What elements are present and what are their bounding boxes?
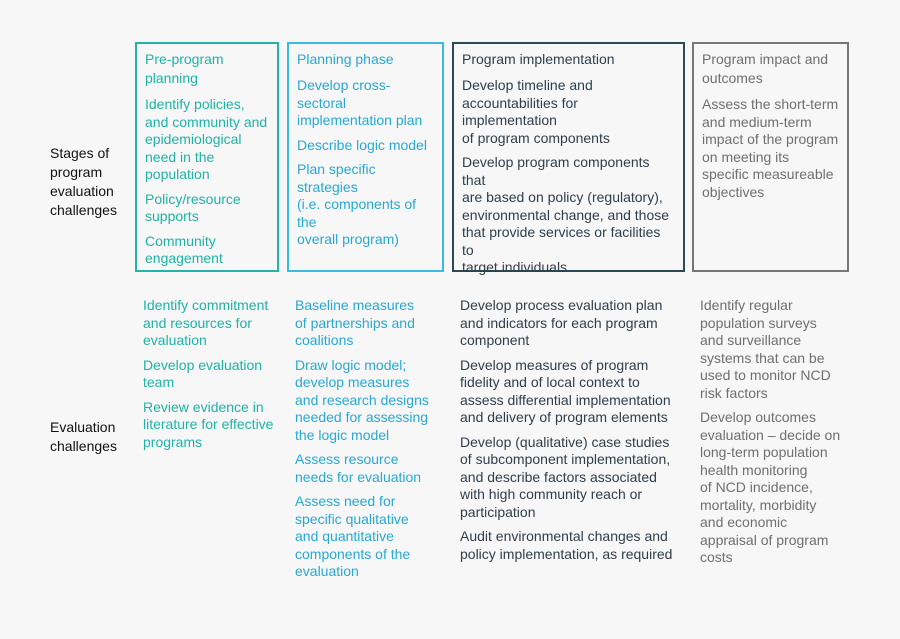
stage-item: Develop timeline and accountabilities for implementation of program components (462, 77, 610, 146)
stages-row-label: Stages of program evaluation challenges (50, 145, 117, 218)
evaluation-item: Develop measures of program fidelity and of local context to assess differential implementation and delivery of program elements (460, 356, 671, 425)
stage-item: Describe logic model (297, 136, 427, 153)
stage-title: Pre-program planning (145, 51, 224, 86)
evaluation-item: Draw logic model; develop measures and research designs needed for assessing the logic model (295, 356, 429, 443)
stage-item: Plan specific strategies (i.e. components of the overall program) (297, 161, 417, 247)
stage-item: Identify policies, and community and epidemiological need in the population (145, 96, 268, 182)
stage-item: Assess the short-term and medium-term impact of the program on meeting its specific measureable objectives (702, 96, 839, 200)
evaluation-item: Assess need for specific qualitative and quantitative components of the evaluation (295, 493, 411, 579)
evaluation-col-pre-program (135, 297, 285, 458)
evaluation-item: Audit environmental changes and policy implementation, as required (460, 528, 673, 562)
stage-item: Policy/resource supports (145, 190, 241, 224)
evaluation-item: Baseline measures of partnerships and coalitions (295, 297, 415, 348)
stage-item: Develop program components that are based on policy (regulatory), environmental change, and those that provide services or facilities to target individuals (462, 154, 670, 275)
evaluation-item: Develop (qualitative) case studies of subcomponent implementation, and describe factors associated with high community reach or participation (460, 433, 671, 520)
evaluation-item: Develop evaluation team (143, 356, 263, 390)
evaluation-item: Develop outcomes evaluation – decide on long-term population health monitoring of NCD incidence, mortality, morbidity and economic appraisal of program costs (700, 409, 841, 565)
evaluation-col-impact (692, 297, 862, 574)
stage-title: Program impact and outcomes (702, 51, 829, 86)
evaluation-col-planning (287, 297, 447, 588)
evaluation-item: Develop process evaluation plan and indicators for each program component (460, 297, 663, 348)
evaluation-item: Assess resource needs for evaluation (295, 451, 422, 485)
stage-box-implementation (452, 42, 685, 275)
stage-item: Develop cross-sectoral implementation plan (297, 77, 423, 128)
stage-box-pre-program (135, 42, 279, 272)
stage-title: Program implementation (462, 51, 615, 67)
evaluation-item: Review evidence in literature for effective programs (143, 398, 274, 450)
stage-box-impact (692, 42, 849, 272)
evaluation-col-implementation (452, 297, 688, 570)
stage-item: Community engagement (145, 232, 223, 266)
stage-box-planning (287, 42, 444, 272)
evaluation-item: Identify commitment and resources for evaluation (143, 297, 269, 348)
evaluation-row-label: Evaluation challenges (50, 419, 117, 454)
stage-title: Planning phase (297, 51, 394, 67)
evaluation-item: Identify regular population surveys and surveillance systems that can be used to monitor NCD risk factors (700, 297, 831, 401)
